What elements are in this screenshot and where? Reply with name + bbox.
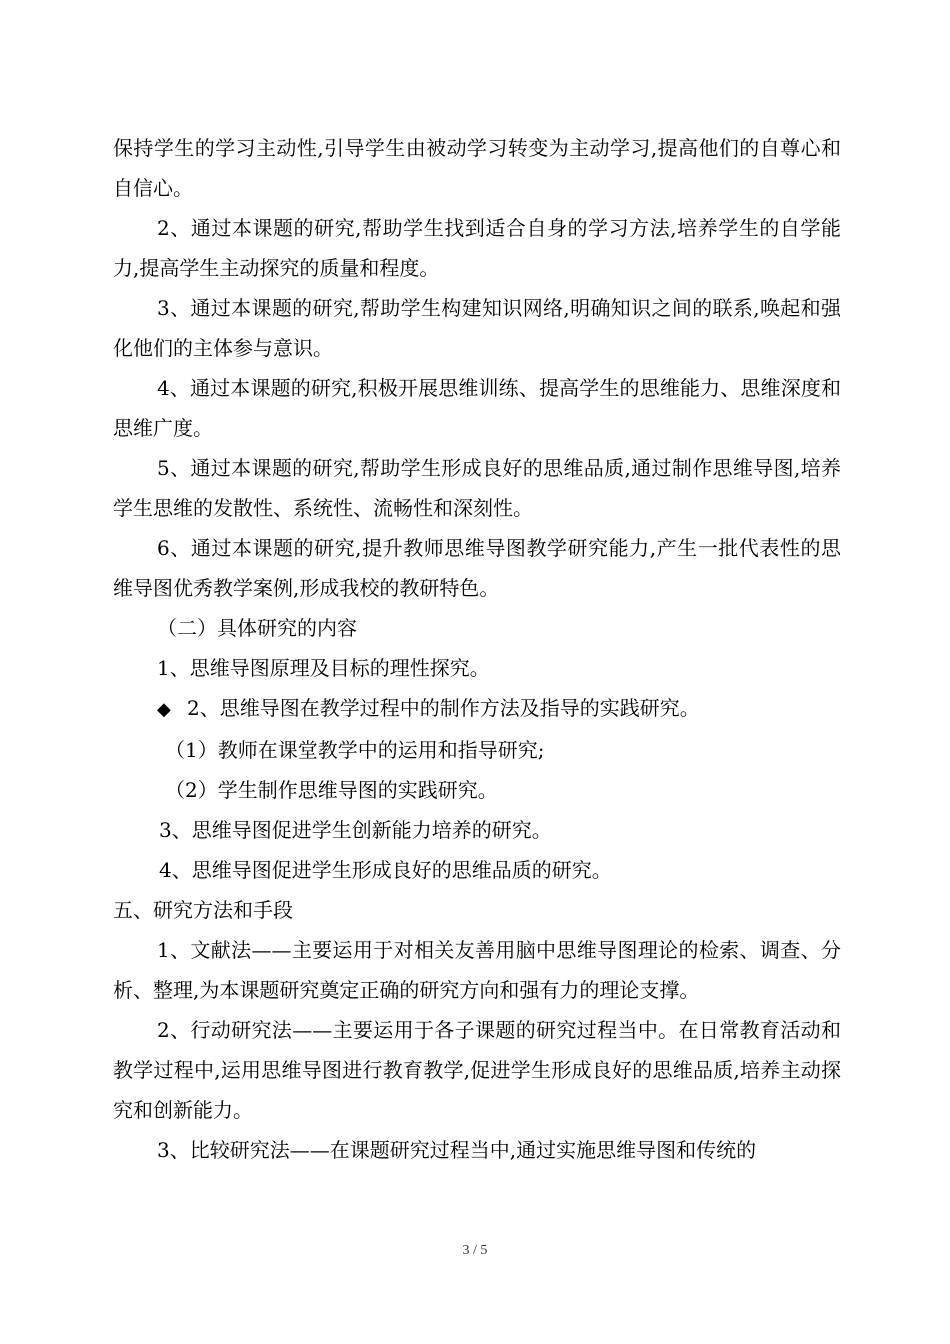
paragraph-goal-3: 3、通过本课题的研究,帮助学生构建知识网络,明确知识之间的联系,唤起和强化他们的主体参与意识。	[113, 296, 841, 360]
paragraph-goal-4: 4、通过本课题的研究,积极开展思维训练、提高学生的思维能力、思维深度和思维广度。	[113, 376, 841, 440]
content-item-4: 4、思维导图促进学生形成良好的思维品质的研究。	[159, 858, 612, 882]
diamond-bullet-icon: ◆	[157, 699, 171, 720]
paragraph-goal-1-continued: 保持学生的学习主动性,引导学生由被动学习转变为主动学习,提高他们的自尊心和自信心。	[113, 136, 841, 200]
method-2-action-research: 2、行动研究法——主要运用于各子课题的研究过程当中。在日常教育活动和教学过程中,运用思维导图进行教育教学,促进学生形成良好的思维品质,培养主动探究和创新能力。	[113, 1018, 841, 1122]
document-body	[113, 128, 841, 1170]
subheading-research-content: （二）具体研究的内容	[157, 616, 357, 640]
section-heading-methods: 五、研究方法和手段	[113, 898, 293, 922]
content-item-2-text: 2、思维导图在教学过程中的制作方法及指导的实践研究。	[187, 696, 700, 720]
paragraph-goal-5: 5、通过本课题的研究,帮助学生形成良好的思维品质,通过制作思维导图,培养学生思维的发散性、系统性、流畅性和深刻性。	[113, 456, 841, 520]
method-3-comparative: 3、比较研究法——在课题研究过程当中,通过实施思维导图和传统的	[157, 1138, 757, 1162]
method-1-literature: 1、文献法——主要运用于对相关友善用脑中思维导图理论的检索、调查、分析、整理,为本课题研究奠定正确的研究方向和强有力的理论支撑。	[113, 938, 841, 1002]
paragraph-goal-6: 6、通过本课题的研究,提升教师思维导图教学研究能力,产生一批代表性的思维导图优秀教学案例,形成我校的教研特色。	[113, 536, 841, 600]
paragraph-goal-2: 2、通过本课题的研究,帮助学生找到适合自身的学习方法,培养学生的自学能力,提高学生主动探究的质量和程度。	[113, 216, 841, 280]
page-number: 3 / 5	[462, 1243, 488, 1258]
content-subitem-1: （1）教师在课堂教学中的运用和指导研究;	[165, 738, 545, 762]
content-item-1: 1、思维导图原理及目标的理性探究。	[157, 656, 490, 680]
content-subitem-2: （2）学生制作思维导图的实践研究。	[165, 778, 498, 802]
content-item-2	[113, 688, 841, 730]
content-item-3: 3、思维导图促进学生创新能力培养的研究。	[159, 818, 552, 842]
